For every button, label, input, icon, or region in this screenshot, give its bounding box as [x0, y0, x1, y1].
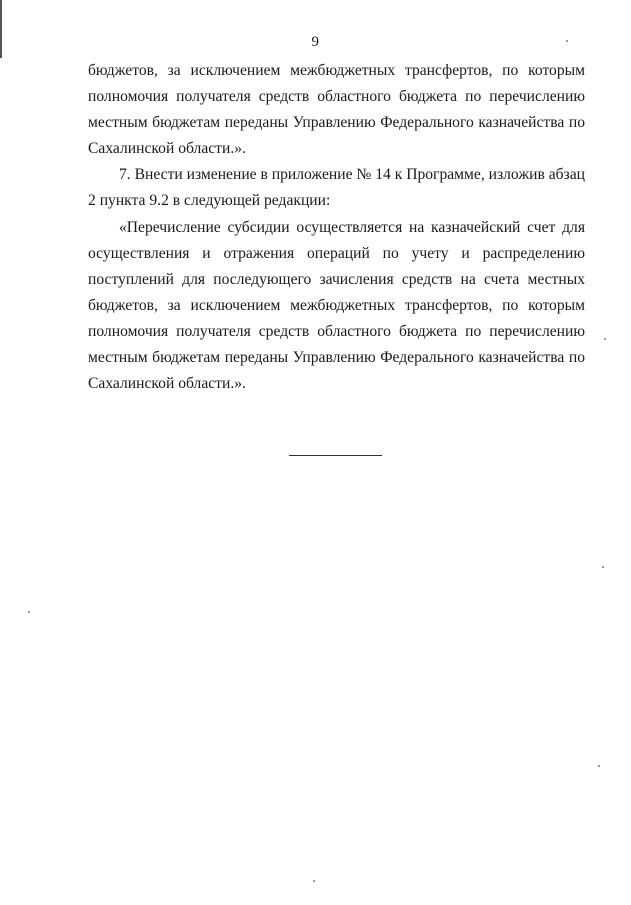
scan-speck — [28, 611, 30, 613]
scan-speck — [604, 338, 606, 340]
paragraph-quoted-amendment — [88, 215, 585, 397]
scan-speck — [566, 40, 568, 42]
scan-speck — [313, 880, 315, 882]
paragraph-continuation — [88, 58, 585, 162]
paragraph-text: «Перечисление субсидии осуществляется на казначейский счет для осуществления и отражения операций по учету и распределению поступлений для последующего зачисления средств на счета местных бюджетов, за исключением межбюджетных трансфертов, по которым полномочия получателя средств областного бюджета по перечислению местным бюджетам переданы Управлению Федерального казначейства по Сахалинской области.». — [88, 219, 585, 392]
paragraph-text: 7. Внести изменение в приложение № 14 к Программе, изложив абзац 2 пункта 9.2 в следующей редакции: — [88, 166, 585, 209]
paragraph-item-7 — [88, 162, 585, 214]
scan-speck — [602, 566, 604, 568]
page-number: 9 — [311, 34, 320, 50]
end-separator-line — [289, 455, 382, 456]
scan-speck — [598, 765, 600, 767]
paragraph-text: бюджетов, за исключением межбюджетных трансфертов, по которым полномочия получателя средств областного бюджета по перечислению местным бюджетам переданы Управлению Федерального казначейства по Сахалинской области.». — [88, 62, 585, 157]
